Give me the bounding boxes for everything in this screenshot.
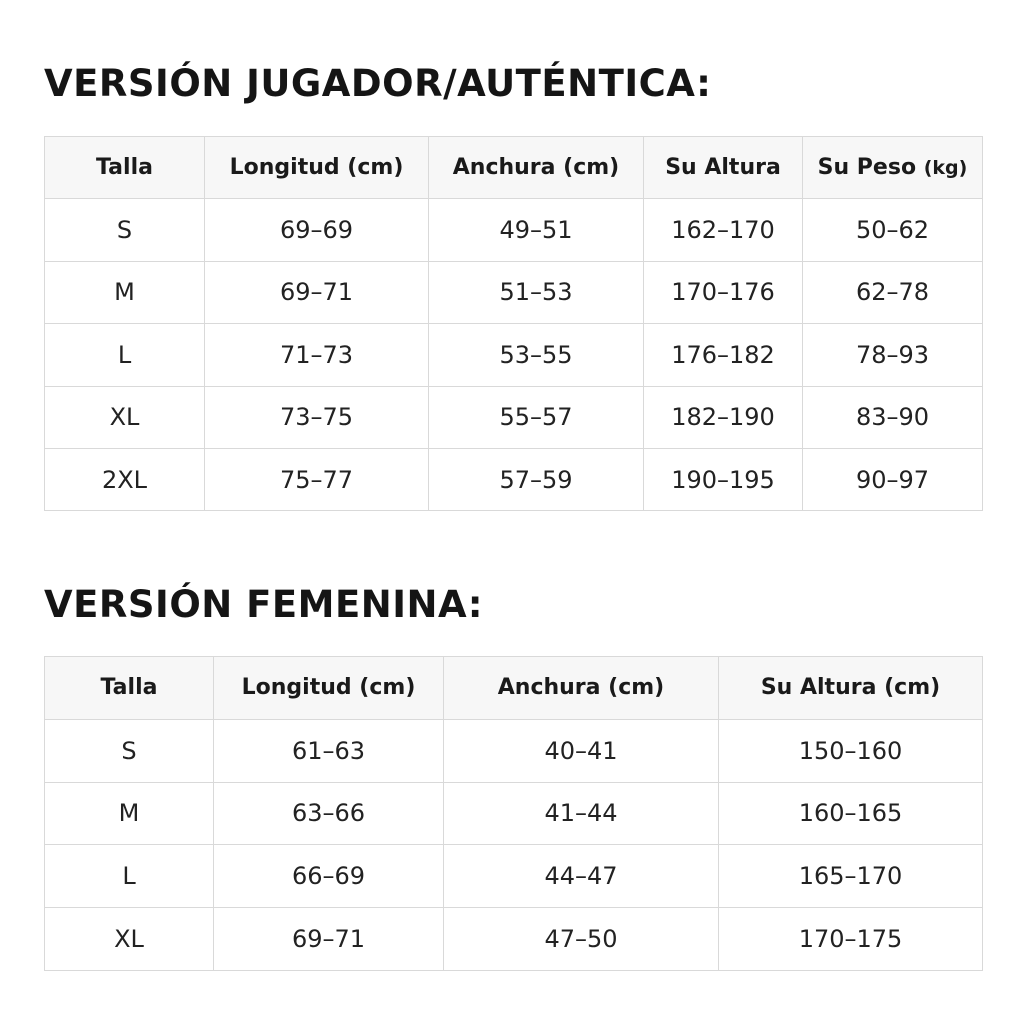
- cell-anchura: 57–59: [429, 448, 644, 510]
- cell-altura: 150–160: [719, 719, 983, 782]
- table-row: [45, 719, 983, 782]
- section-title-jugador: VERSIÓN JUGADOR/AUTÉNTICA:: [44, 62, 712, 105]
- header-peso-label: Su Peso: [817, 155, 917, 181]
- cell-anchura: 53–55: [429, 324, 644, 386]
- size-table-femenina: [44, 656, 983, 971]
- header-cell-anchura: Anchura (cm): [444, 657, 719, 720]
- header-cell-altura: Su Altura: [644, 137, 803, 199]
- cell-talla: 2XL: [45, 448, 205, 510]
- cell-talla: L: [45, 845, 214, 908]
- cell-peso: 78–93: [803, 324, 983, 386]
- cell-longitud: 69–71: [214, 908, 444, 971]
- cell-talla: XL: [45, 386, 205, 448]
- table-header-row: [45, 657, 983, 720]
- cell-peso: 83–90: [803, 386, 983, 448]
- table-row: [45, 261, 983, 323]
- cell-altura: 190–195: [644, 448, 803, 510]
- cell-peso: 90–97: [803, 448, 983, 510]
- header-cell-longitud: Longitud (cm): [205, 137, 429, 199]
- cell-talla: M: [45, 261, 205, 323]
- cell-talla: S: [45, 199, 205, 261]
- table-row: [45, 324, 983, 386]
- table-row: [45, 386, 983, 448]
- cell-altura: 170–176: [644, 261, 803, 323]
- cell-longitud: 69–71: [205, 261, 429, 323]
- cell-altura: 162–170: [644, 199, 803, 261]
- table-row: [45, 199, 983, 261]
- cell-anchura: 40–41: [444, 719, 719, 782]
- cell-talla: XL: [45, 908, 214, 971]
- header-cell-longitud: Longitud (cm): [214, 657, 444, 720]
- table-row: [45, 782, 983, 845]
- cell-altura: 165–170: [719, 845, 983, 908]
- header-peso-unit: (kg): [923, 157, 968, 180]
- table-row: [45, 845, 983, 908]
- cell-longitud: 61–63: [214, 719, 444, 782]
- cell-longitud: 63–66: [214, 782, 444, 845]
- cell-anchura: 55–57: [429, 386, 644, 448]
- cell-altura: 176–182: [644, 324, 803, 386]
- cell-peso: 50–62: [803, 199, 983, 261]
- cell-longitud: 75–77: [205, 448, 429, 510]
- cell-altura: 160–165: [719, 782, 983, 845]
- cell-longitud: 69–69: [205, 199, 429, 261]
- header-cell-talla: Talla: [45, 657, 214, 720]
- size-table-jugador: [44, 136, 983, 511]
- cell-altura: 170–175: [719, 908, 983, 971]
- section-title-femenina: VERSIÓN FEMENINA:: [44, 583, 484, 626]
- cell-talla: L: [45, 324, 205, 386]
- header-cell-talla: Talla: [45, 137, 205, 199]
- cell-longitud: 73–75: [205, 386, 429, 448]
- cell-altura: 182–190: [644, 386, 803, 448]
- table-row: [45, 448, 983, 510]
- cell-anchura: 44–47: [444, 845, 719, 908]
- cell-longitud: 71–73: [205, 324, 429, 386]
- cell-talla: M: [45, 782, 214, 845]
- cell-longitud: 66–69: [214, 845, 444, 908]
- cell-anchura: 47–50: [444, 908, 719, 971]
- cell-anchura: 49–51: [429, 199, 644, 261]
- cell-talla: S: [45, 719, 214, 782]
- cell-peso: 62–78: [803, 261, 983, 323]
- header-cell-altura: Su Altura (cm): [719, 657, 983, 720]
- header-cell-anchura: Anchura (cm): [429, 137, 644, 199]
- table-header-row: [45, 137, 983, 199]
- table-row: [45, 908, 983, 971]
- cell-anchura: 41–44: [444, 782, 719, 845]
- cell-anchura: 51–53: [429, 261, 644, 323]
- header-cell-peso: [803, 137, 983, 199]
